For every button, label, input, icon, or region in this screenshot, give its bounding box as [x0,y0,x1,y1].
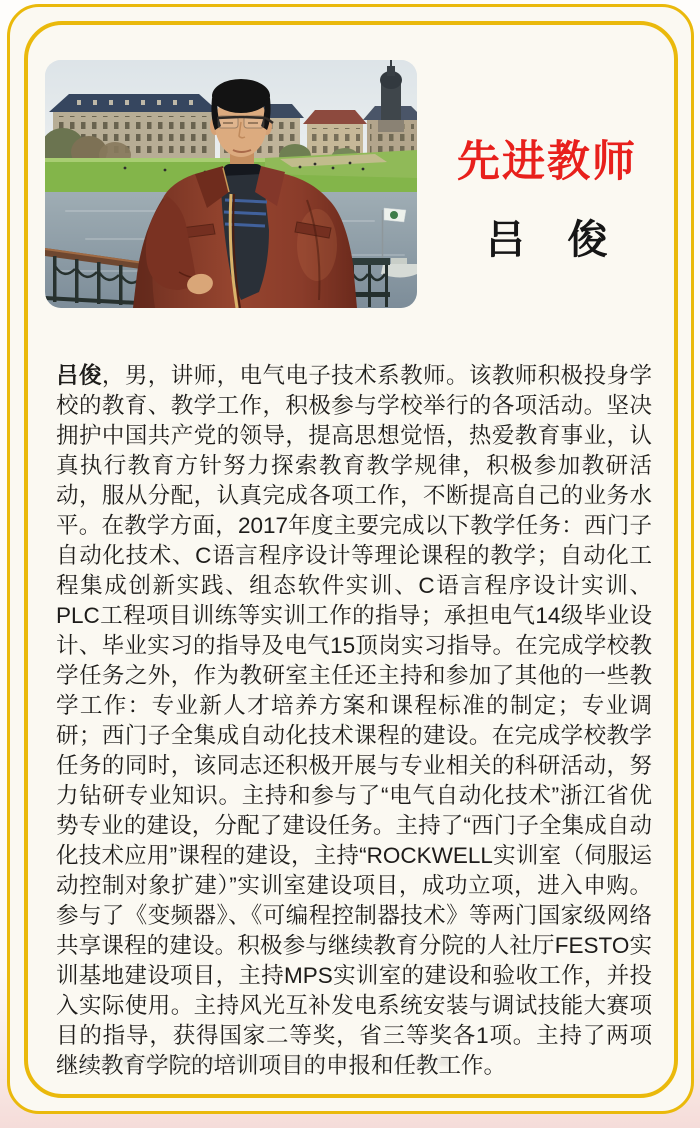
profile-photo-illustration [45,60,417,308]
bio-lead-name: 吕俊 [56,363,102,388]
bio-body-text: ，男，讲师，电气电子技术系教师。该教师积极投身学校的教育、教学工作，积极参与学校举行的各项活动。坚决拥护中国共产党的领导，提高思想觉悟，热爱教育事业，认真执行教育方针努力探索教育教学规律，积极参加教研活动，服从分配，认真完成各项工作，不断提高自己的业务水平。在教学方面，2017年度主要完成以下教学任务：西门子自动化技术、C语言程序设计等理论课程的教学；自动化工程集成创新实践、组态软件实训、C语言程序设计实训、PLC工程项目训练等实训工作的指导；承担电气14级毕业设计、毕业实习的指导及电气15顶岗实习指导。在完成学校教学任务之外，作为教研室主任还主持和参加了其他的一些教学工作：专业新人才培养方案和课程标准的制定；专业调研；西门子全集成自动化技术课程的建设。在完成学校教学任务的同时，该同志还积极开展与专业相关的科研活动，努力钻研专业知识。主持和参与了“电气自动化技术”浙江省优势专业的建设，分配了建设任务。主持了“西门子全集成自动化技术应用”课程的建设，主持“ROCKWELL实训室（伺服运动控制对象扩建）”实训室建设项目，成功立项，进入申购。参与了《变频器》、《可编程控制器技术》等两门国家级网络共享课程的建设。积极参与继续教育分院的人社厅FESTO实训基地建设项目，主持MPS实训室的建设和验收工作，并投入实际使用。主持风光互补发电系统安装与调试技能大赛项目的指导，获得国家二等奖，省三等奖各1项。主持了两项继续教育学院的培训项目的申报和任教工作。 [56,363,652,1078]
award-title: 先进教师 [457,138,637,186]
bio-paragraph [56,361,652,1081]
profile-photo [45,60,417,308]
teacher-name: 吕 俊 [485,218,609,262]
page-bleed-through-artifact [60,1056,450,1066]
